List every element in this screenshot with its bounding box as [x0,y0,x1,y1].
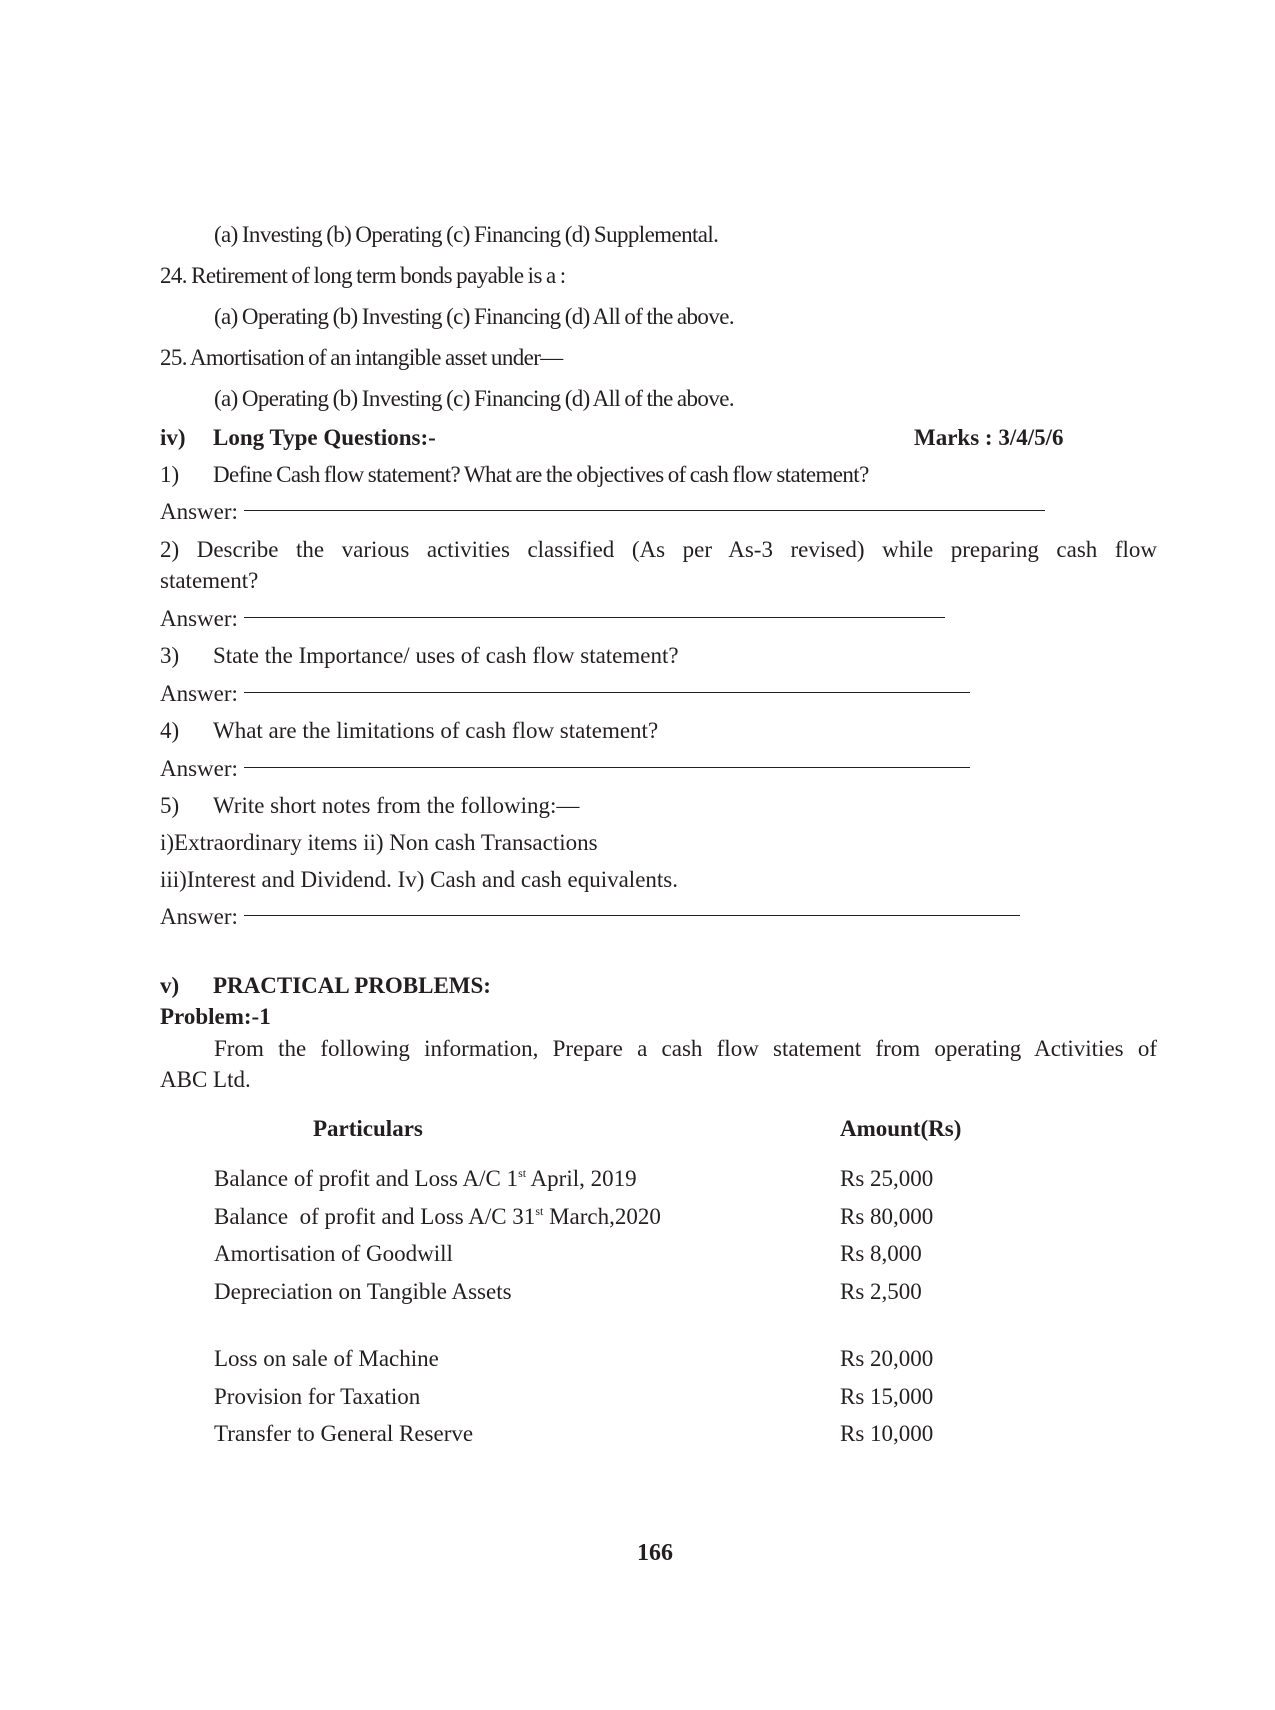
question-text: Describe the various activities classified (As per As-3 revised) while preparing cash flow [196,537,1158,562]
row-amount: Rs 2,500 [840,1279,922,1304]
question-number: 3) [160,643,180,668]
table-header-amount: Amount(Rs) [840,1116,962,1141]
q25-options: (a) Operating (b) Investing (c) Financing (d) All of the above. [214,386,734,411]
q25-text: 25. Amortisation of an intangible asset under— [160,345,563,370]
long-question-4 [160,719,658,742]
answer-line-2 [244,617,945,618]
answer-label-5: Answer: [160,904,238,929]
long-question-3 [160,644,679,667]
row-amount: Rs 80,000 [840,1204,934,1229]
long-question-2-line2: statement? [160,568,259,593]
section-iv-heading [160,426,436,449]
row-particulars: Loss on sale of Machine [214,1346,439,1371]
answer-label-3: Answer: [160,681,238,706]
long-question-1 [160,463,869,486]
problem-title: Problem:-1 [160,1004,271,1029]
question-text: Write short notes from the following:— [213,793,580,818]
section-v-number: v) [160,973,180,998]
marks-label: Marks : 3/4/5/6 [914,425,1064,450]
q24-options: (a) Operating (b) Investing (c) Financing (d) All of the above. [214,304,734,329]
section-v-title: PRACTICAL PROBLEMS: [213,973,491,998]
answer-line-3 [244,692,970,693]
problem-intro-line2: ABC Ltd. [160,1067,251,1092]
long-question-5 [160,794,579,817]
section-v-heading [160,974,491,997]
answer-line-5 [244,915,1020,916]
row-particulars: Provision for Taxation [214,1384,421,1409]
question-number: 4) [160,718,180,743]
q24-text: 24. Retirement of long term bonds payable is a : [160,263,566,288]
row-particulars: Amortisation of Goodwill [214,1241,453,1266]
table-header-particulars: Particulars [313,1116,423,1141]
answer-label-1: Answer: [160,499,238,524]
answer-label-4: Answer: [160,756,238,781]
answer-line-4 [244,767,970,768]
row-amount: Rs 15,000 [840,1384,934,1409]
section-iv-title: Long Type Questions:- [213,425,436,450]
answer-label-2: Answer: [160,606,238,631]
problem-intro-line1: From the following information, Prepare a cash flow statement from operating Activities of [214,1036,1157,1061]
page-number: 166 [637,1540,673,1566]
row-particulars: Depreciation on Tangible Assets [214,1279,512,1304]
section-iv-number: iv) [160,425,186,450]
q23-options: (a) Investing (b) Operating (c) Financing (d) Supplemental. [214,222,719,247]
answer-line-1 [244,510,1045,511]
row-amount: Rs 25,000 [840,1166,934,1191]
row-particulars: Balance of profit and Loss A/C 31st March,2020 [214,1204,661,1229]
question-text: What are the limitations of cash flow statement? [213,718,659,743]
question-number: 2) [160,537,180,562]
question-text: State the Importance/ uses of cash flow statement? [213,643,679,668]
question-number: 1) [160,462,180,487]
row-amount: Rs 20,000 [840,1346,934,1371]
long-question-5-sub2: iii)Interest and Dividend. Iv) Cash and cash equivalents. [160,867,678,892]
row-amount: Rs 10,000 [840,1421,934,1446]
long-question-2-line1 [160,538,1157,561]
question-number: 5) [160,793,180,818]
question-text: Define Cash flow statement? What are the objectives of cash flow statement? [213,462,869,487]
row-particulars: Transfer to General Reserve [214,1421,474,1446]
long-question-5-sub1: i)Extraordinary items ii) Non cash Transactions [160,830,598,855]
row-particulars: Balance of profit and Loss A/C 1st April, 2019 [214,1166,637,1191]
row-amount: Rs 8,000 [840,1241,922,1266]
